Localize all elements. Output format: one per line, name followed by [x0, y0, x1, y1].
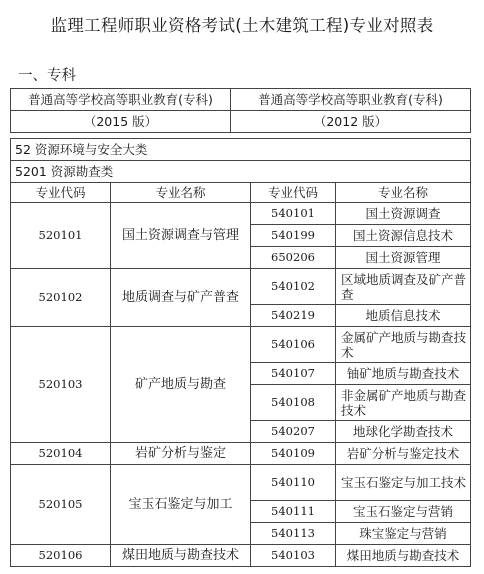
column-header: 专业代码 — [11, 183, 111, 203]
new-major-code: 520101 — [11, 203, 111, 269]
old-major-name: 宝玉石鉴定与加工技术 — [336, 465, 471, 501]
new-major-name: 国土资源调查与管理 — [111, 203, 251, 269]
old-major-code: 540219 — [251, 305, 336, 327]
column-header: 专业代码 — [251, 183, 336, 203]
old-major-name: 岩矿分析与鉴定技术 — [336, 443, 471, 465]
new-major-code: 520102 — [11, 269, 111, 327]
category-row-label: 52 资源环境与安全大类 — [11, 139, 471, 161]
document-title: 监理工程师职业资格考试(土木建筑工程)专业对照表 — [50, 16, 434, 35]
table-row — [11, 327, 471, 363]
new-major-name: 煤田地质与勘查技术 — [111, 545, 251, 567]
column-header: 专业名称 — [336, 183, 471, 203]
new-major-code: 520106 — [11, 545, 111, 567]
old-major-name: 地球化学勘查技术 — [336, 421, 471, 443]
new-major-code: 520104 — [11, 443, 111, 465]
old-major-name: 非金属矿产地质与勘查技术 — [336, 385, 471, 421]
right-edition-year: （2012 版） — [231, 111, 471, 133]
new-major-code: 520103 — [11, 327, 111, 443]
left-edition-year: （2015 版） — [11, 111, 231, 133]
old-major-name: 地质信息技术 — [336, 305, 471, 327]
new-major-code: 520105 — [11, 465, 111, 545]
old-major-name: 煤田地质与勘查技术 — [336, 545, 471, 567]
old-major-code: 540108 — [251, 385, 336, 421]
table-row — [11, 203, 471, 225]
major-comparison-table — [10, 138, 471, 567]
new-major-name: 地质调查与矿产普查 — [111, 269, 251, 327]
old-major-code: 540199 — [251, 225, 336, 247]
subcategory-row-label: 5201 资源勘查类 — [11, 161, 471, 183]
old-major-name: 金属矿产地质与勘查技术 — [336, 327, 471, 363]
old-major-code: 540101 — [251, 203, 336, 225]
old-major-code: 540111 — [251, 501, 336, 523]
old-major-code: 540207 — [251, 421, 336, 443]
table-row — [11, 269, 471, 305]
section-heading: 一、专科 — [18, 68, 76, 84]
table-row — [11, 443, 471, 465]
new-major-name: 岩矿分析与鉴定 — [111, 443, 251, 465]
new-major-name: 宝玉石鉴定与加工 — [111, 465, 251, 545]
old-major-name: 国土资源管理 — [336, 247, 471, 269]
old-major-name: 国土资源信息技术 — [336, 225, 471, 247]
old-major-code: 540113 — [251, 523, 336, 545]
column-header: 专业名称 — [111, 183, 251, 203]
old-major-name: 国土资源调查 — [336, 203, 471, 225]
edition-header-table — [10, 88, 471, 133]
left-edition-label: 普通高等学校高等职业教育(专科) — [11, 89, 231, 111]
old-major-code: 540109 — [251, 443, 336, 465]
right-edition-label: 普通高等学校高等职业教育(专科) — [231, 89, 471, 111]
old-major-name: 珠宝鉴定与营销 — [336, 523, 471, 545]
table-row — [11, 545, 471, 567]
category-row — [11, 139, 471, 161]
subcategory-row — [11, 161, 471, 183]
column-header-row — [11, 183, 471, 203]
table-row — [11, 465, 471, 501]
old-major-code: 540106 — [251, 327, 336, 363]
old-major-code: 540107 — [251, 363, 336, 385]
old-major-name: 铀矿地质与勘查技术 — [336, 363, 471, 385]
old-major-code: 540102 — [251, 269, 336, 305]
old-major-name: 宝玉石鉴定与营销 — [336, 501, 471, 523]
old-major-name: 区域地质调查及矿产普查 — [336, 269, 471, 305]
old-major-code: 540103 — [251, 545, 336, 567]
old-major-code: 650206 — [251, 247, 336, 269]
old-major-code: 540110 — [251, 465, 336, 501]
new-major-name: 矿产地质与勘查 — [111, 327, 251, 443]
